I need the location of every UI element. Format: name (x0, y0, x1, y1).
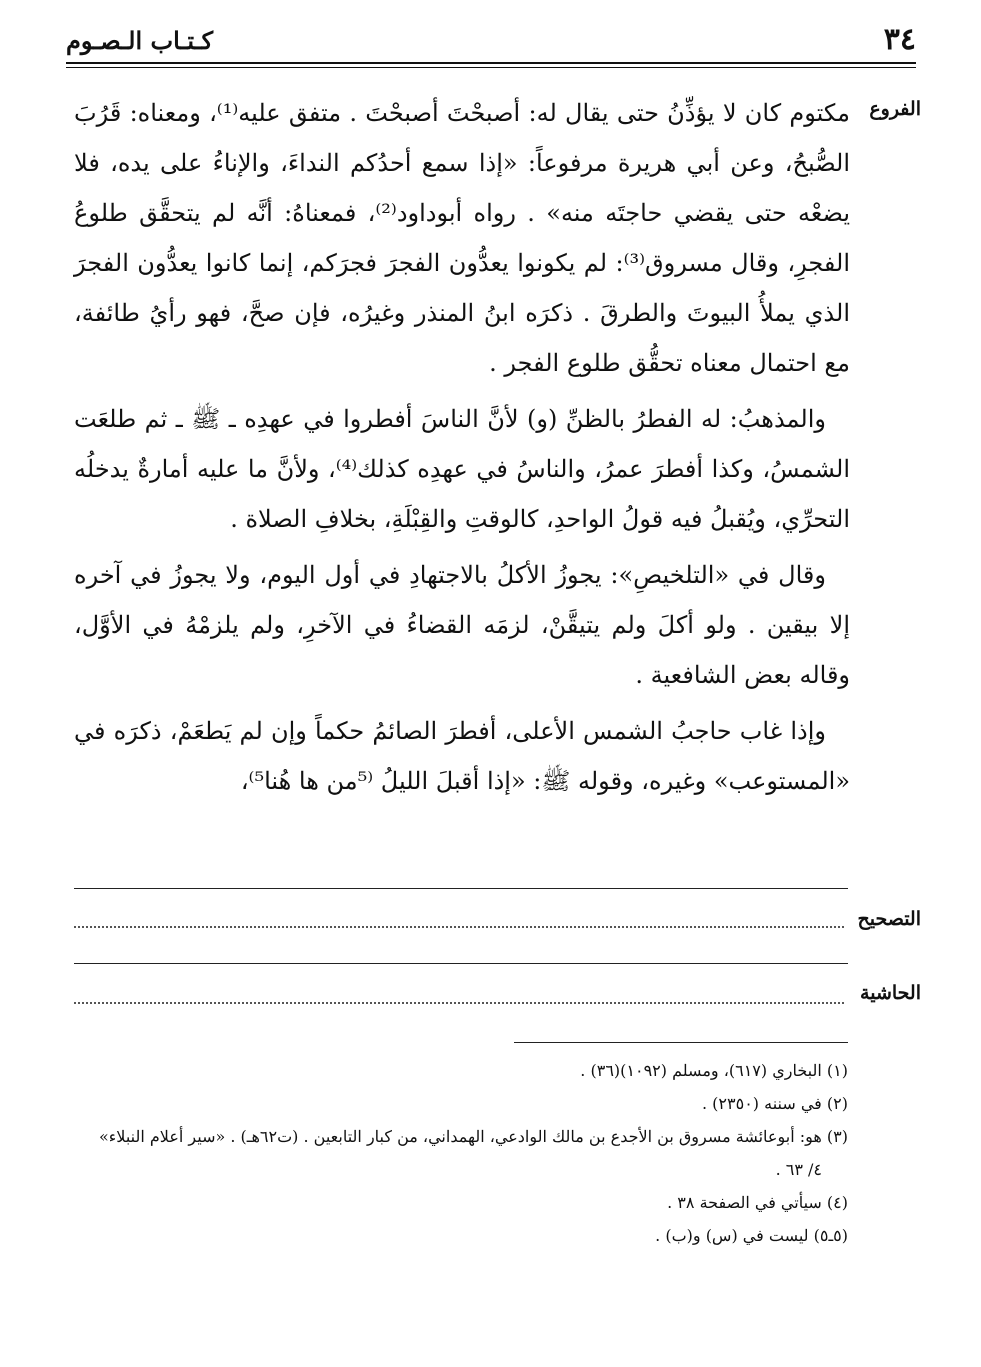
section-margin-label: الفروع (869, 98, 921, 120)
paragraph: والمذهبُ: له الفطرُ بالظنِّ (و) لأنَّ الناسَ أفطروا في عهدِه ـ ﷺ ـ ثم طلعَت الشمسُ، وكذا أفطرَ عمرُ، والناسُ في عهدِه كذلك⁽⁴⁾، ولأنَّ ما عليه أمارةٌ يدخلُه التحرِّي، ويُقبلُ فيه قولُ الواحدِ، كالوقتِ والقِبْلَةِ، بخلافِ الصلاة . (74, 405, 850, 533)
running-title: كـتـاب الـصـوم (66, 26, 214, 55)
header-rule-thin (66, 67, 916, 68)
main-body-text (74, 88, 850, 812)
footnote: (٢) في سننه (٢٣٥٠) . (701, 1094, 848, 1113)
footnote: (٥ـ٥) ليست في (س) و(ب) . (655, 1226, 848, 1245)
margin-note-dotted-line (74, 1002, 844, 1004)
footnote-continuation: ٤/ ٦٣ . (775, 1160, 822, 1179)
page-number: ٣٤ (883, 22, 916, 57)
footnote: (٤) سيأتي في الصفحة ٣٨ . (667, 1193, 848, 1212)
paragraph: وإذا غاب حاجبُ الشمس الأعلى، أفطرَ الصائمُ حكماً وإن لم يَطعَمْ، ذكرَه في «المستوعب» وغيره، وقوله ﷺ: «إذا أقبلَ الليلُ ⁽⁵من ها هُنا⁵⁾، (74, 717, 850, 795)
footnote: (١) البخاري (٦١٧)، ومسلم (١٠٩٢)(٣٦) . (580, 1061, 848, 1080)
correction-dotted-line (74, 926, 844, 928)
correction-label: التصحيح (857, 908, 921, 930)
correction-rule (74, 888, 848, 889)
margin-note-label: الحاشية (860, 982, 921, 1004)
paragraph: مكتوم كان لا يؤذِّنُ حتى يقال له: أصبحْتَ أصبحْتَ . متفق عليه⁽¹⁾، ومعناه: قَرُبَ الصُّبحُ، وعن أبي هريرة مرفوعاً: «إذا سمع أحدُكم النداءَ، والإناءُ على يده، فلا يضعْه حتى يقضي حاجتَه منه» . رواه أبوداود⁽²⁾، فمعناهُ: أنَّه لم يتحقَّق طلوعُ الفجرِ، وقال مسروق⁽³⁾: لم يكونوا يعدُّون الفجرَ فجرَكم، إنما كانوا يعدُّون الفجرَ الذي يملأُ البيوتَ والطرقَ . ذكرَه ابنُ المنذر وغيرُه، فإن صحَّ، فهو رأيُ طائفة، مع احتمال معناه تحقُّق طلوع الفجر . (74, 99, 851, 377)
margin-note-rule (74, 963, 848, 964)
footnote-separator (514, 1042, 848, 1043)
header-rule (66, 62, 916, 64)
footnote: (٣) هو: أبوعائشة مسروق بن الأجدع بن مالك الوادعي، الهمداني، من كبار التابعين . (ت٦٢هـ) . «سير أعلام النبلاء» (98, 1127, 848, 1146)
page-header (66, 18, 916, 66)
footnotes (74, 1054, 848, 1252)
paragraph: وقال في «التلخيصِ»: يجوزُ الأكلُ بالاجتهادِ في أول اليوم، ولا يجوزُ في آخره إلا بيقين . ولو أكلَ ولم يتيقَّنْ، لزمَه القضاءُ في الآخرِ، ولم يلزمْهُ في الأوَّل، وقاله بعض الشافعية . (74, 561, 850, 689)
